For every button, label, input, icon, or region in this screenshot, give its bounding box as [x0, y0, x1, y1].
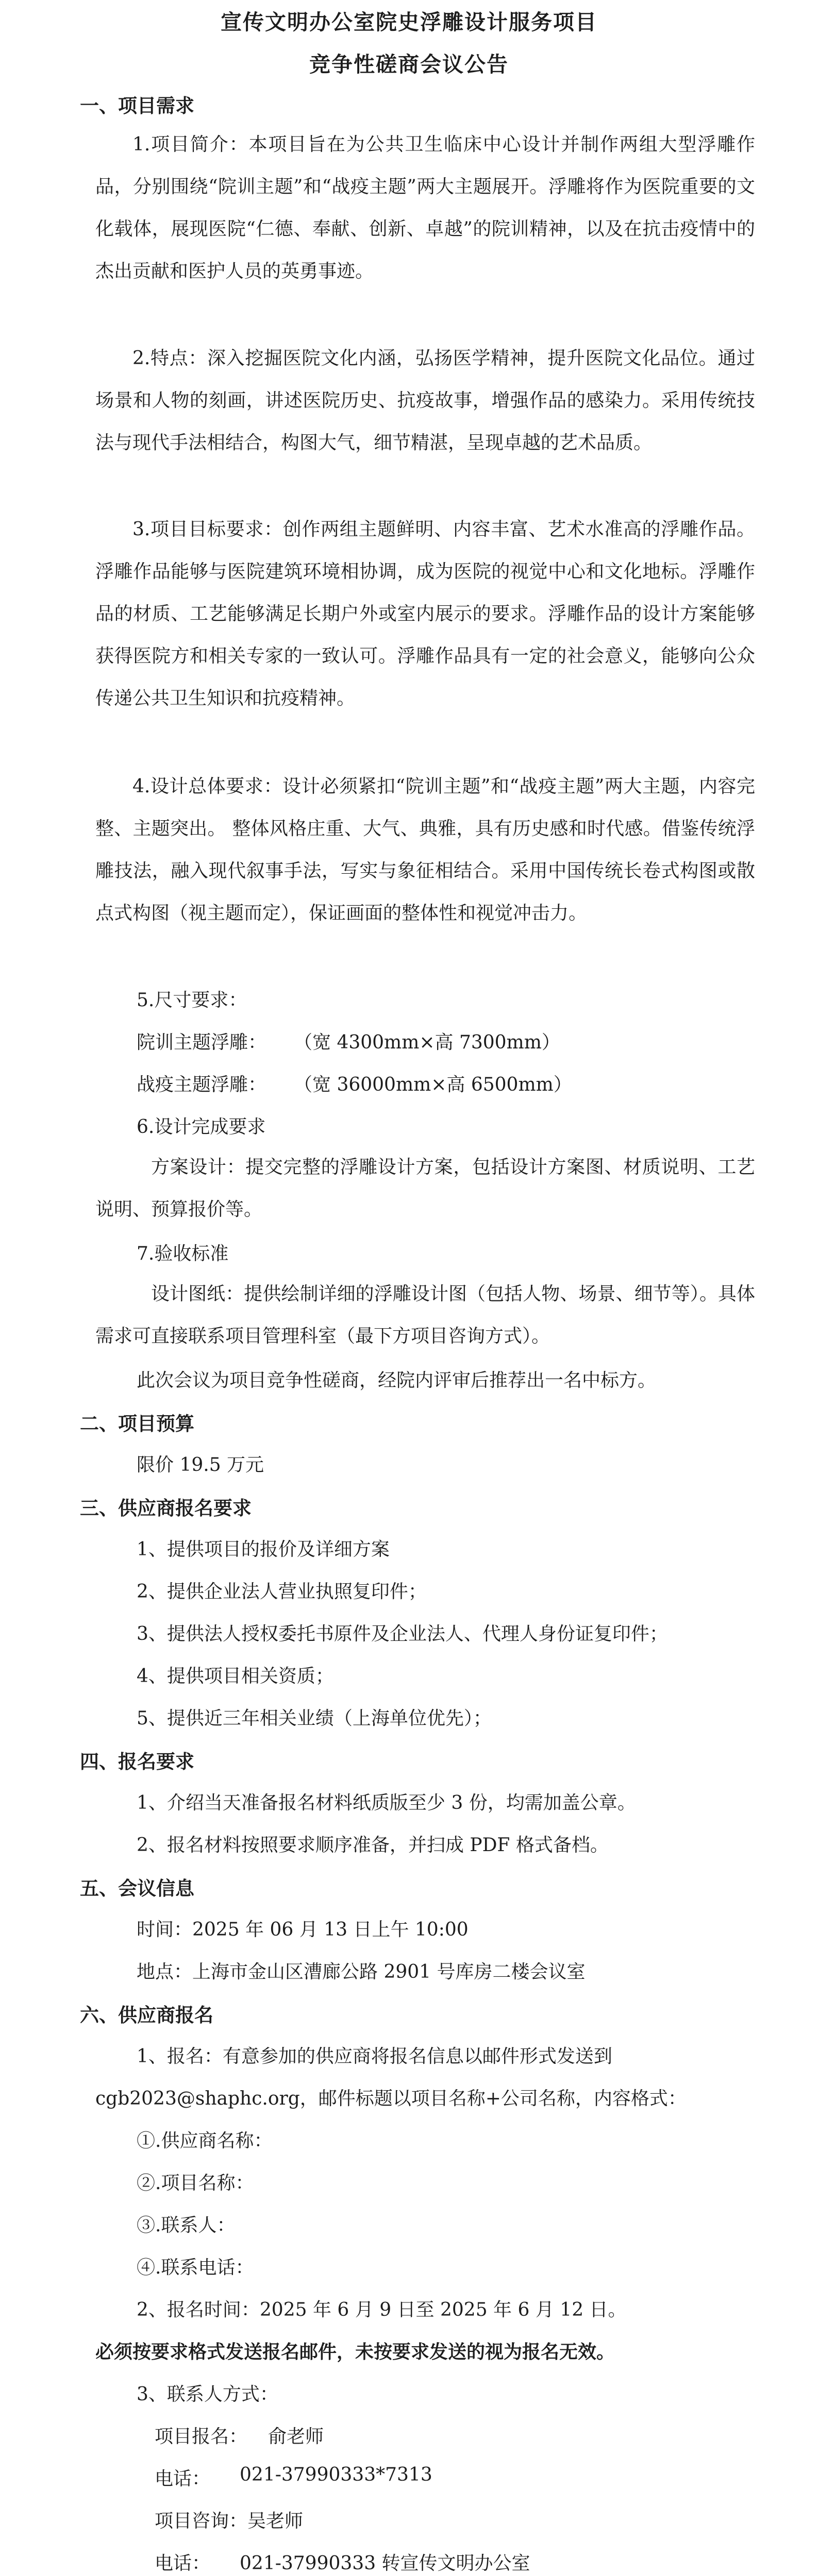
- signup-email-format[interactable]: cgb2023@shaphc.org，邮件标题以项目名称+公司名称，内容格式：: [95, 2088, 687, 2109]
- form-field-project-name: ②.项目名称：: [137, 2173, 254, 2194]
- meeting-place: 地点：上海市金山区漕廊公路 2901 号库房二楼会议室: [137, 1961, 586, 1982]
- list-item: 2、提供企业法人营业执照复印件；: [137, 1581, 427, 1602]
- budget-limit: 限价 19.5 万元: [137, 1454, 264, 1476]
- size-item-motto-value: （宽 4300mm×高 7300mm）: [294, 1032, 560, 1053]
- section-heading-meeting-info: 五、会议信息: [80, 1877, 194, 1900]
- signup-time: 2、报名时间：2025 年 6 月 9 日至 2025 年 6 月 12 日。: [137, 2299, 627, 2320]
- signup-contact-label: 项目报名：: [155, 2426, 248, 2447]
- list-item: 2、报名材料按照要求顺序准备，并扫成 PDF 格式备档。: [137, 1835, 609, 1856]
- signup-warning: 必须按要求格式发送报名邮件，未按要求发送的视为报名无效。: [95, 2341, 615, 2363]
- list-item: 3、提供法人授权委托书原件及企业法人、代理人身份证复印件；: [137, 1623, 668, 1645]
- completion-requirements-text: 方案设计：提交完整的浮雕设计方案，包括设计方案图、材质说明、工艺说明、预算报价等。: [95, 1157, 755, 1220]
- signup-phone-label: 电话：: [155, 2468, 211, 2489]
- form-field-supplier-name: ①.供应商名称：: [137, 2130, 273, 2151]
- section-heading-supplier-requirements: 三、供应商报名要求: [80, 1497, 252, 1519]
- project-intro-paragraph: 1.项目简介：本项目旨在为公共卫生临床中心设计并制作两组大型浮雕作品，分别围绕“院训主题”和“战疫主题”两大主题展开。浮雕将作为医院重要的文化载体，展现医院“仁德、奉献、创新、卓越”的院训精神，以及在抗击疫情中的杰出贡献和医护人员的英勇事迹。: [95, 134, 755, 282]
- section-heading-budget: 二、项目预算: [80, 1412, 194, 1435]
- form-field-contact-person: ③.联系人：: [137, 2215, 236, 2236]
- signup-instruction: 1、报名：有意参加的供应商将报名信息以邮件形式发送到: [137, 2046, 612, 2067]
- size-item-motto-name: 院训主题浮雕：: [137, 1032, 267, 1053]
- goals-paragraph: 3.项目目标要求：创作两组主题鲜明、内容丰富、艺术水准高的浮雕作品。浮雕作品能够与医院建筑环境相协调，成为医院的视觉中心和文化地标。浮雕作品的材质、工艺能够满足长期户外或室内展示的要求。浮雕作品的设计方案能够获得医院方和相关专家的一致认可。浮雕作品具有一定的社会意义，能够向公众传递公共卫生知识和抗疫精神。: [95, 519, 755, 709]
- consultation-note: 此次会议为项目竞争性磋商，经院内评审后推荐出一名中标方。: [137, 1370, 657, 1391]
- list-item: 4、提供项目相关资质；: [137, 1666, 334, 1687]
- section-heading-requirements: 一、项目需求: [80, 94, 194, 117]
- form-field-contact-phone: ④.联系电话：: [137, 2257, 254, 2278]
- meeting-time: 时间：2025 年 06 月 13 日上午 10:00: [137, 1919, 469, 1940]
- features-paragraph: 2.特点：深入挖掘医院文化内涵，弘扬医学精神，提升医院文化品位。通过场景和人物的刻画，讲述医院历史、抗疫故事，增强作品的感染力。采用传统技法与现代手法相结合，构图大气，细节精湛，呈现卓越的艺术品质。: [95, 348, 755, 453]
- list-item: 5、提供近三年相关业绩（上海单位优先）；: [137, 1708, 492, 1729]
- completion-requirements-label: 6.设计完成要求: [137, 1116, 266, 1138]
- contact-methods-label: 3、联系人方式：: [137, 2384, 278, 2405]
- consult-phone-label: 电话：: [155, 2553, 211, 2574]
- list-item: 1、介绍当天准备报名材料纸质版至少 3 份，均需加盖公章。: [137, 1792, 636, 1814]
- acceptance-criteria-text: 设计图纸：提供绘制详细的浮雕设计图（包括人物、场景、细节等）。具体需求可直接联系项目管理科室（最下方项目咨询方式）。: [95, 1283, 755, 1347]
- acceptance-criteria-label: 7.验收标准: [137, 1243, 229, 1264]
- list-item: 1、提供项目的报价及详细方案: [137, 1539, 390, 1560]
- signup-contact-name: 俞老师: [268, 2426, 324, 2447]
- document-subtitle: 竞争性磋商会议公告: [309, 52, 509, 77]
- consult-phone[interactable]: 021-37990333 转宣传文明办公室: [240, 2553, 530, 2574]
- size-item-epidemic-value: （宽 36000mm×高 6500mm）: [294, 1074, 572, 1095]
- consult-contact: 项目咨询：吴老师: [155, 2511, 304, 2532]
- size-item-epidemic-name: 战疫主题浮雕：: [137, 1074, 267, 1095]
- design-requirements-paragraph: 4.设计总体要求：设计必须紧扣“院训主题”和“战疫主题”两大主题，内容完整、主题突出。 整体风格庄重、大气、典雅，具有历史感和时代感。借鉴传统浮雕技法，融入现代叙事手法，写实与象征相结合。采用中国传统长卷式构图或散点式构图（视主题而定），保证画面的整体性和视觉冲击力。: [95, 776, 755, 924]
- section-heading-registration-requirements: 四、报名要求: [80, 1750, 194, 1773]
- document-title: 宣传文明办公室院史浮雕设计服务项目: [221, 10, 597, 35]
- size-requirements-label: 5.尺寸要求：: [137, 990, 247, 1011]
- section-heading-supplier-signup: 六、供应商报名: [80, 2004, 213, 2026]
- signup-phone[interactable]: 021-37990333*7313: [240, 2464, 432, 2485]
